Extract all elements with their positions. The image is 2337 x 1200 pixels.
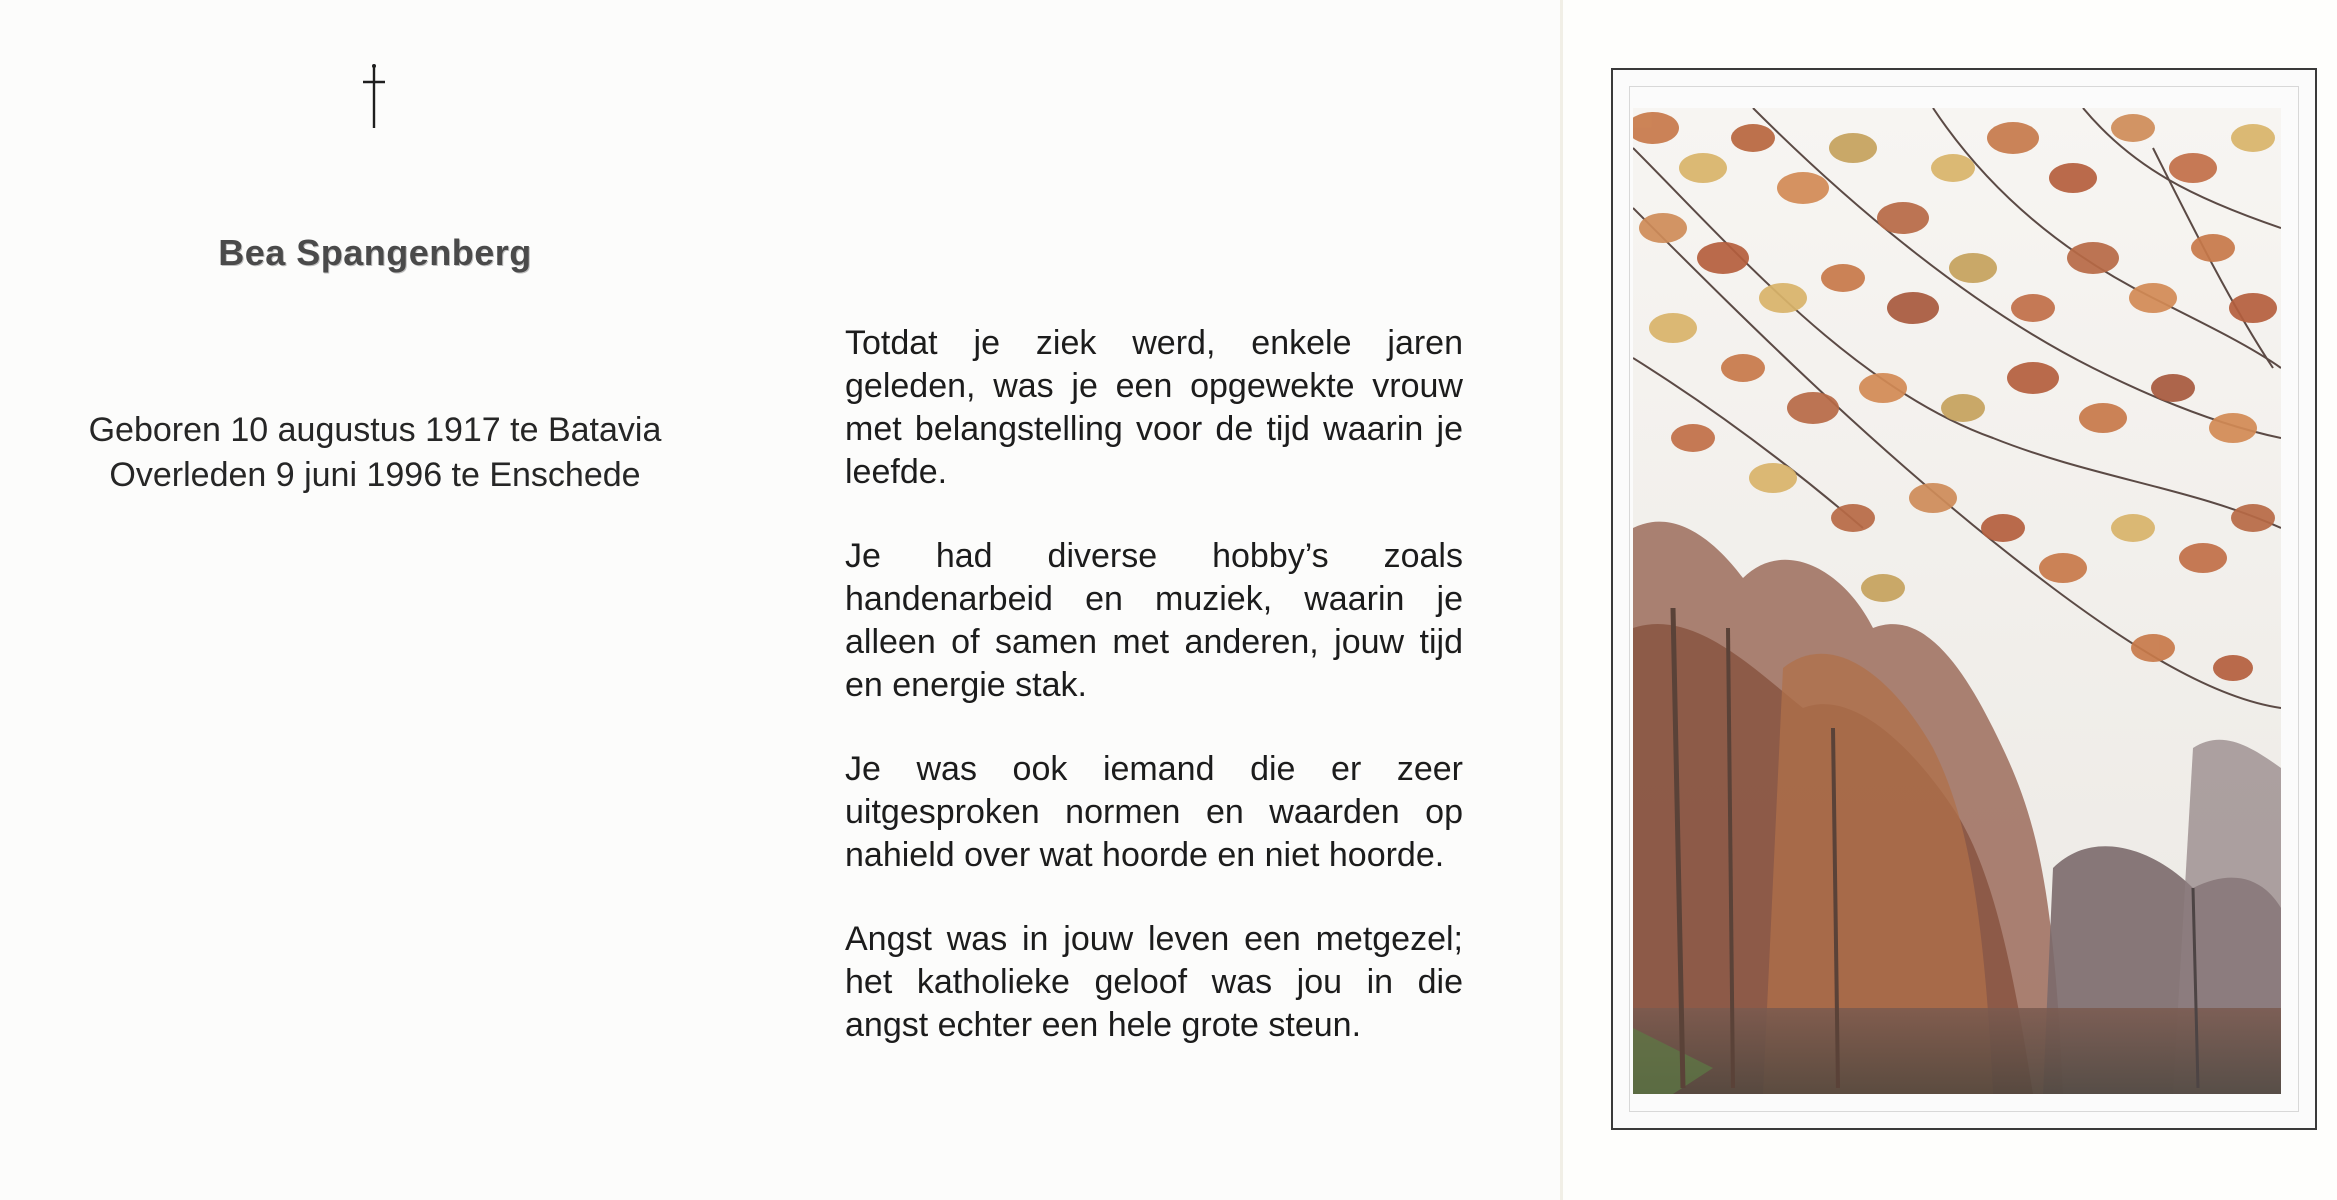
cross-icon — [360, 64, 388, 130]
paragraph-2: Je had diverse hobby’s zoals handenarbeid en muziek, waarin je alleen of samen met anderen, jouw tijd en energie stak. — [845, 537, 1463, 704]
memorial-text — [845, 322, 1463, 1088]
autumn-trees-illustration — [1633, 108, 2281, 1094]
birth-line: Geboren 10 augustus 1917 te Batavia — [88, 411, 662, 449]
autumn-forest-photo — [1633, 108, 2281, 1094]
deceased-name: Bea Spangenberg — [218, 232, 532, 273]
life-dates — [40, 408, 710, 498]
paragraph-1: Totdat je ziek werd, enkele jaren geleden, was je een opgewekte vrouw met belangstelling voor de tijd waarin je leefde. — [845, 324, 1463, 491]
paragraph-4: Angst was in jouw leven een metgezel; het katholieke geloof was jou in die angst echter een hele grote steun. — [845, 920, 1463, 1044]
death-line: Overleden 9 juni 1996 te Enschede — [109, 456, 641, 494]
paragraph-3: Je was ook iemand die er zeer uitgesproken normen en waarden op nahield over wat hoorde en niet hoorde. — [845, 750, 1463, 874]
